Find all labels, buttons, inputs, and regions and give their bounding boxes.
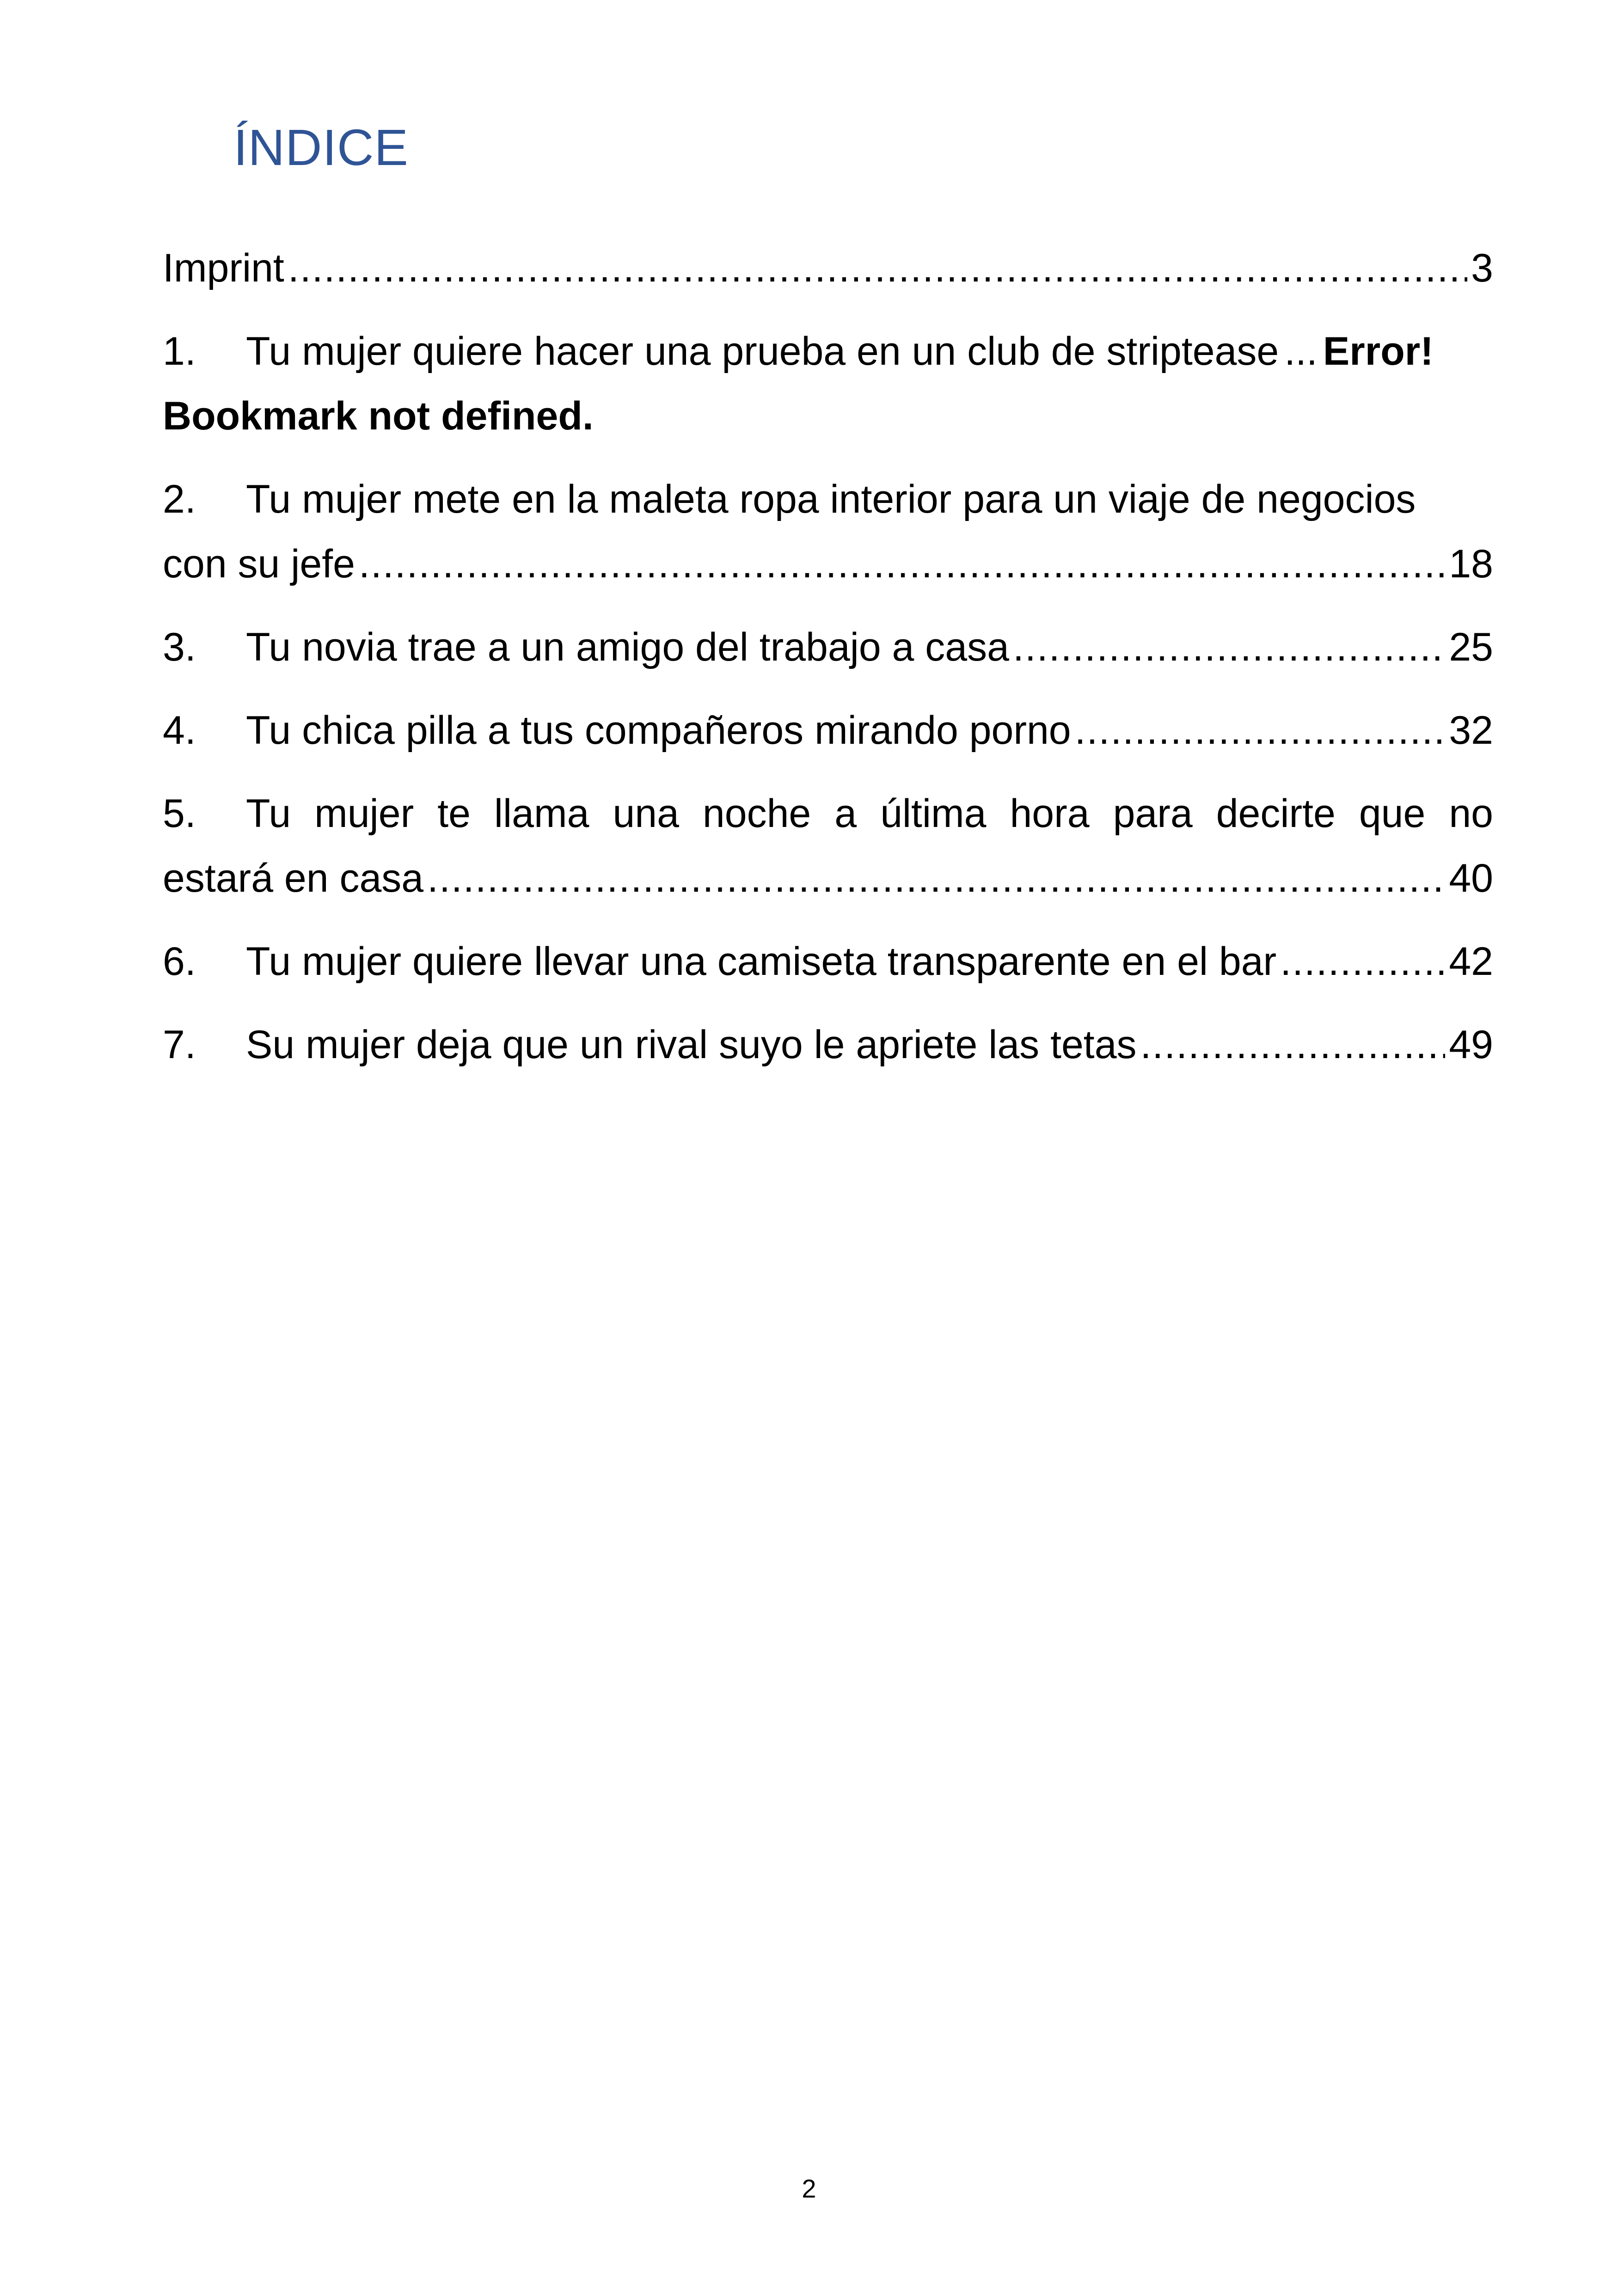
toc-page-number: 3: [1471, 246, 1493, 290]
toc-dot-leader: [1013, 615, 1445, 680]
toc-entry-text: Tu novia trae a un amigo del trabajo a casa: [246, 625, 1009, 669]
toc-entry-4[interactable]: [163, 698, 1493, 763]
toc-entry-2[interactable]: [163, 467, 1493, 596]
toc-entry-3[interactable]: [163, 615, 1493, 680]
toc-entry-number: 1.: [163, 329, 196, 373]
toc-entry-number: 3.: [163, 625, 196, 669]
toc-dot-leader: [427, 846, 1445, 911]
toc-entry-1[interactable]: [163, 319, 1493, 448]
toc-entry-text-continued: estará en casa: [163, 856, 424, 900]
toc-dot-leader: [359, 532, 1445, 596]
toc-error-text-continued: Bookmark not defined.: [163, 394, 594, 438]
toc-entry-number: 2.: [163, 477, 196, 521]
toc-entry-text: Tu mujer quiere hacer una prueba en un club de striptease: [246, 329, 1279, 373]
toc-page-number: 40: [1449, 856, 1493, 900]
toc-entry-text: Tu mujer quiere llevar una camiseta transparente en el bar: [246, 939, 1277, 984]
toc-entry-imprint[interactable]: [163, 236, 1493, 300]
toc-entry-text-continued: con su jefe: [163, 542, 355, 586]
toc-page-number: 42: [1449, 939, 1493, 984]
toc-page-number: 49: [1449, 1022, 1493, 1067]
toc-entry-5[interactable]: [163, 781, 1493, 911]
toc-entry-text: Su mujer deja que un rival suyo le apriete las tetas: [246, 1022, 1137, 1067]
toc-entry-number: 6.: [163, 939, 196, 984]
toc-entry-number: 4.: [163, 708, 196, 753]
toc-entry-number: 7.: [163, 1022, 196, 1067]
toc-dot-leader: [1140, 1012, 1446, 1077]
toc-entry-6[interactable]: [163, 929, 1493, 994]
toc-dot-leader: [1280, 929, 1445, 994]
toc-entry-text: Imprint: [163, 246, 284, 290]
toc-entry-7[interactable]: [163, 1012, 1493, 1077]
toc-error-text: Error!: [1323, 329, 1434, 373]
page-number: 2: [802, 2174, 816, 2203]
toc-dot-leader: ...: [1284, 329, 1318, 373]
toc-dot-leader: [1075, 698, 1446, 763]
toc-entry-number: 5.: [163, 791, 196, 836]
toc-page-number: 25: [1449, 625, 1493, 669]
toc-entry-text: Tu mujer te llama una noche a última hora para decirte que no: [246, 791, 1493, 836]
toc-page-number: 32: [1449, 708, 1493, 753]
toc-dot-leader: [288, 236, 1467, 300]
toc-entry-text: Tu chica pilla a tus compañeros mirando porno: [246, 708, 1071, 753]
page-title: ÍNDICE: [233, 119, 409, 176]
toc-entry-text: Tu mujer mete en la maleta ropa interior para un viaje de negocios: [246, 477, 1416, 521]
toc-page-number: 18: [1449, 542, 1493, 586]
